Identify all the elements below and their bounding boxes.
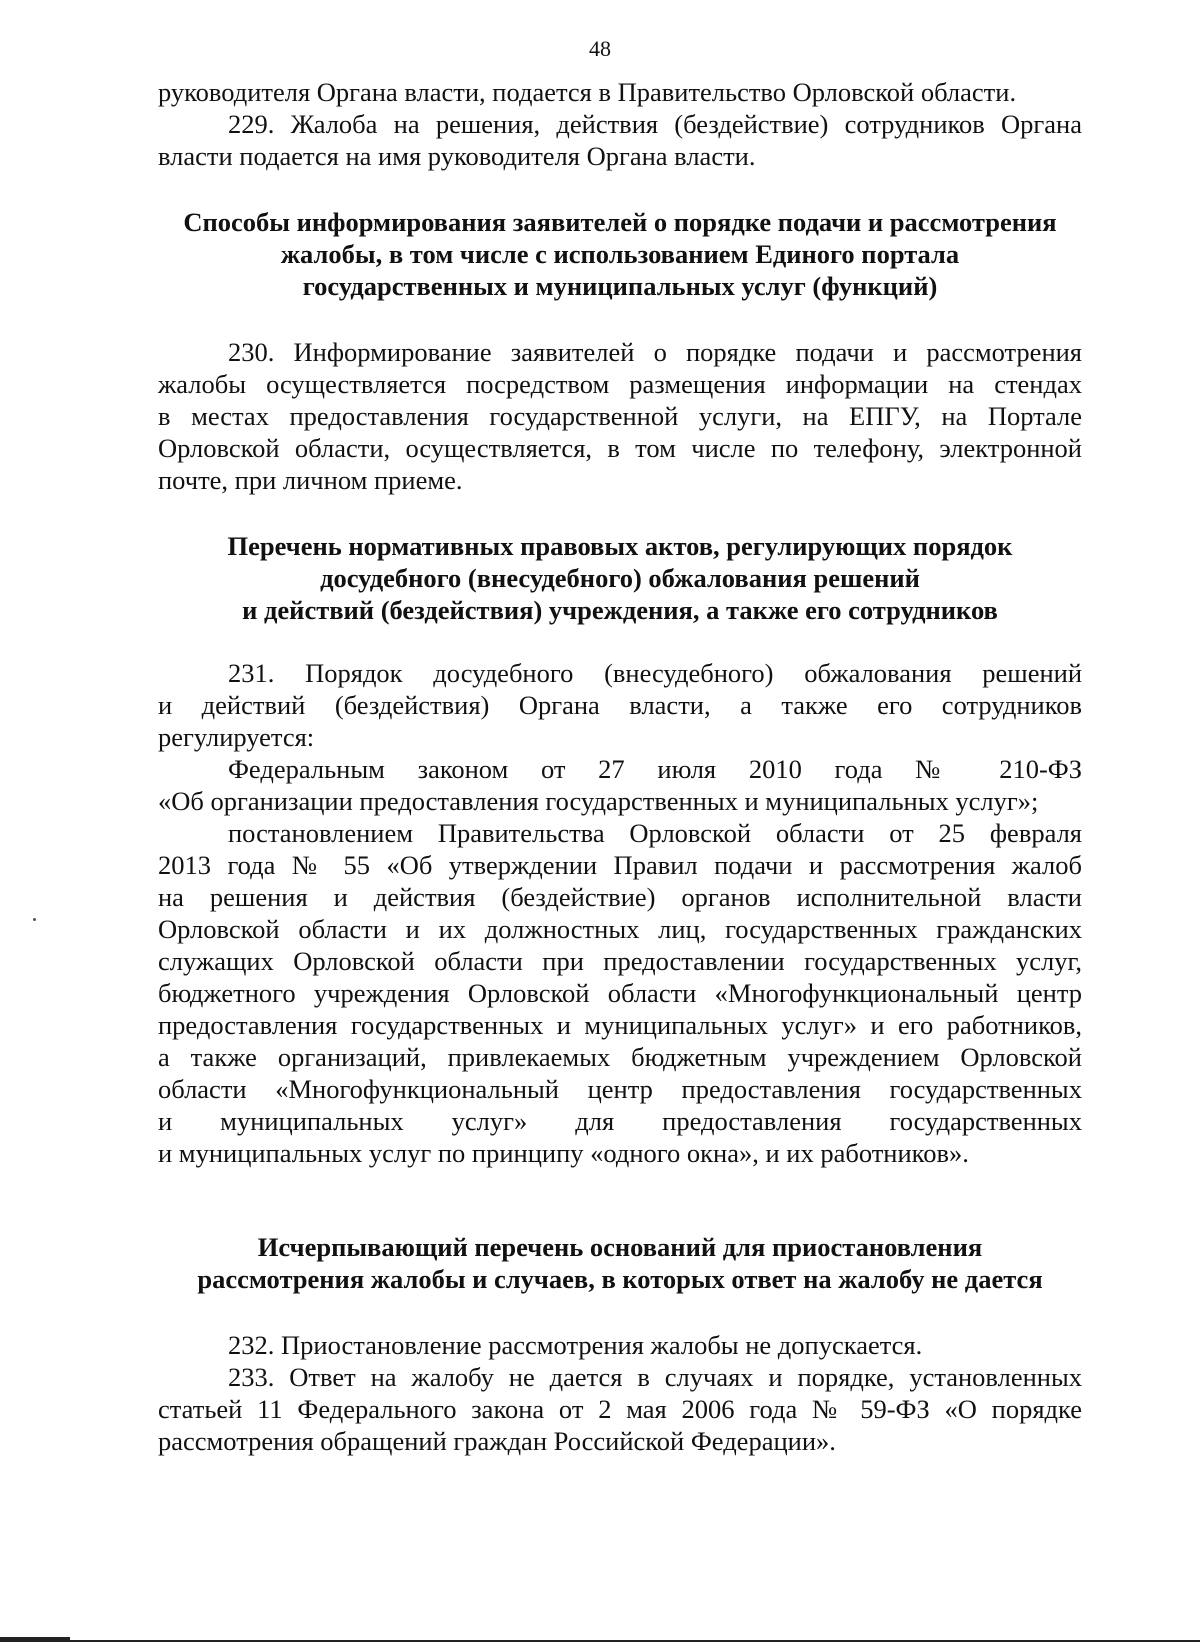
text-line: 230. Информирование заявителей о порядке подачи и рассмотрения	[228, 337, 1082, 367]
section-heading-informing	[158, 206, 1082, 302]
scan-speck	[33, 918, 36, 921]
paragraph-231-resolution	[158, 817, 1082, 1169]
page-number: 48	[589, 36, 611, 61]
heading-line: рассмотрения жалобы и случаев, в которых ответ на жалобу не дается	[197, 1264, 1043, 1294]
text-line: на решения и действия (бездействие) органов исполнительной власти	[158, 882, 1082, 912]
paragraph-continuation	[158, 76, 1082, 108]
text-line: и муниципальных услуг по принципу «одного окна», и их работников».	[158, 1138, 969, 1168]
text-line: 229. Жалоба на решения, действия (бездействие) сотрудников Органа	[228, 109, 1082, 139]
heading-line: Способы информирования заявителей о порядке подачи и рассмотрения	[183, 207, 1057, 237]
text-line: области «Многофункциональный центр предоставления государственных	[158, 1074, 1082, 1104]
heading-line: досудебного (внесудебного) обжалования решений	[320, 563, 920, 593]
text-line: 2013 года № 55 «Об утверждении Правил подачи и рассмотрения жалоб	[158, 850, 1082, 880]
section-heading-legal-acts	[158, 530, 1082, 626]
paragraph-230	[158, 336, 1082, 496]
document-body	[158, 76, 1082, 1457]
text-line: почте, при личном приеме.	[158, 465, 463, 495]
text-line: предоставления государственных и муниципальных услуг» и его работников,	[158, 1010, 1082, 1040]
paragraph-229	[158, 108, 1082, 172]
text-line: жалобы осуществляется посредством размещения информации на стендах	[158, 369, 1082, 399]
text-line: Орловской области, осуществляется, в том числе по телефону, электронной	[158, 433, 1082, 463]
heading-line: Исчерпывающий перечень оснований для приостановления	[257, 1232, 983, 1262]
text-line: и действий (бездействия) Органа власти, а также его сотрудников	[158, 690, 1082, 720]
text-line: в местах предоставления государственной услуги, на ЕПГУ, на Портале	[158, 401, 1082, 431]
paragraph-233	[158, 1361, 1082, 1457]
scan-bottom-edge	[0, 1640, 1200, 1642]
text-line: регулируется:	[158, 722, 315, 752]
paragraph-232	[158, 1329, 1082, 1361]
text-line: «Об организации предоставления государственных и муниципальных услуг»;	[158, 786, 1039, 816]
heading-line: и действий (бездействия) учреждения, а также его сотрудников	[242, 595, 998, 625]
paragraph-231	[158, 657, 1082, 753]
text-line: Орловской области и их должностных лиц, государственных гражданских	[158, 914, 1082, 944]
paragraph-231-federal-law	[158, 753, 1082, 817]
text-line: власти подается на имя руководителя Органа власти.	[158, 141, 756, 171]
text-line: 232. Приостановление рассмотрения жалобы не допускается.	[228, 1330, 923, 1360]
text-line: а также организаций, привлекаемых бюджетным учреждением Орловской	[158, 1042, 1082, 1072]
text-line: 231. Порядок досудебного (внесудебного) обжалования решений	[228, 658, 1082, 688]
section-heading-suspension	[158, 1231, 1082, 1295]
heading-line: Перечень нормативных правовых актов, регулирующих порядок	[227, 531, 1013, 561]
heading-line: государственных и муниципальных услуг (функций)	[302, 271, 938, 301]
text-line: служащих Орловской области при предоставлении государственных услуг,	[158, 946, 1082, 976]
text-line: Федеральным законом от 27 июля 2010 года № 210-ФЗ	[228, 754, 1082, 784]
text-line: постановлением Правительства Орловской области от 25 февраля	[228, 818, 1082, 848]
text-line: и муниципальных услуг» для предоставления государственных	[158, 1106, 1082, 1136]
text-line: руководителя Органа власти, подается в Правительство Орловской области.	[158, 77, 1017, 107]
heading-line: жалобы, в том числе с использованием Единого портала	[280, 239, 960, 269]
text-line: статьей 11 Федерального закона от 2 мая 2006 года № 59-ФЗ «О порядке	[158, 1394, 1082, 1424]
text-line: бюджетного учреждения Орловской области «Многофункциональный центр	[158, 978, 1082, 1008]
text-line: рассмотрения обращений граждан Российской Федерации».	[158, 1426, 836, 1456]
text-line: 233. Ответ на жалобу не дается в случаях и порядке, установленных	[228, 1362, 1082, 1392]
